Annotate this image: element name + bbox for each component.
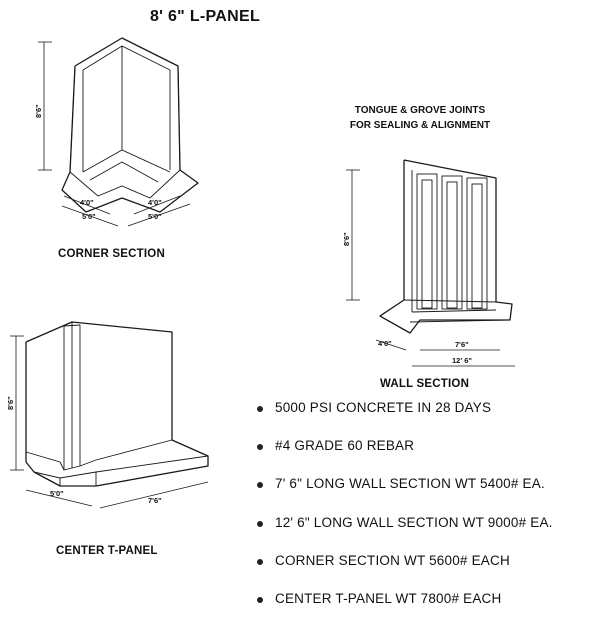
- wall-base-dim: 4'0": [378, 339, 392, 348]
- spec-text: 12' 6" LONG WALL SECTION WT 9000# EA.: [275, 514, 553, 530]
- spec-item: [257, 400, 597, 438]
- spec-item: [257, 553, 597, 591]
- t-panel-left-base-dim: 5'0": [50, 489, 64, 498]
- bullet-icon: [257, 444, 263, 450]
- page-title: 8' 6" L-PANEL: [149, 8, 261, 25]
- spec-text: CORNER SECTION WT 5600# EACH: [275, 552, 510, 568]
- corner-section-caption: CORNER SECTION: [58, 248, 165, 260]
- corner-height-dim: 8'6": [34, 104, 43, 118]
- bullet-icon: [257, 406, 263, 412]
- spec-text: 5000 PSI CONCRETE IN 28 DAYS: [275, 400, 492, 415]
- corner-left-outer-dim: 5'0": [82, 212, 96, 221]
- spec-text: 7' 6" LONG WALL SECTION WT 5400# EA.: [275, 476, 545, 492]
- joints-note-line2: FOR SEALING & ALIGNMENT: [349, 120, 491, 131]
- corner-left-inner-dim: 4'0": [80, 198, 94, 207]
- bullet-icon: [257, 559, 263, 565]
- corner-right-outer-dim: 5'0": [148, 212, 162, 221]
- corner-right-inner-dim: 4'0": [148, 198, 162, 207]
- wall-section-caption: WALL SECTION: [380, 378, 470, 390]
- spec-text: #4 GRADE 60 REBAR: [275, 438, 415, 454]
- spec-text: CENTER T-PANEL WT 7800# EACH: [275, 590, 502, 606]
- wall-outer-length-dim: 12' 6": [452, 356, 472, 365]
- bullet-icon: [257, 521, 263, 527]
- spec-list: [257, 400, 597, 629]
- spec-item: [257, 476, 597, 514]
- wall-height-dim: 8'6": [342, 232, 351, 246]
- center-t-panel-caption: CENTER T-PANEL: [56, 545, 158, 557]
- spec-item: [257, 438, 597, 476]
- joints-note-line1: TONGUE & GROVE JOINTS: [354, 105, 486, 116]
- t-panel-height-dim: 8'6": [6, 396, 15, 410]
- wall-inner-length-dim: 7'6": [455, 340, 469, 349]
- bullet-icon: [257, 482, 263, 488]
- spec-item: [257, 515, 597, 553]
- spec-item: [257, 591, 597, 629]
- t-panel-right-base-dim: 7'6": [148, 496, 162, 505]
- bullet-icon: [257, 597, 263, 603]
